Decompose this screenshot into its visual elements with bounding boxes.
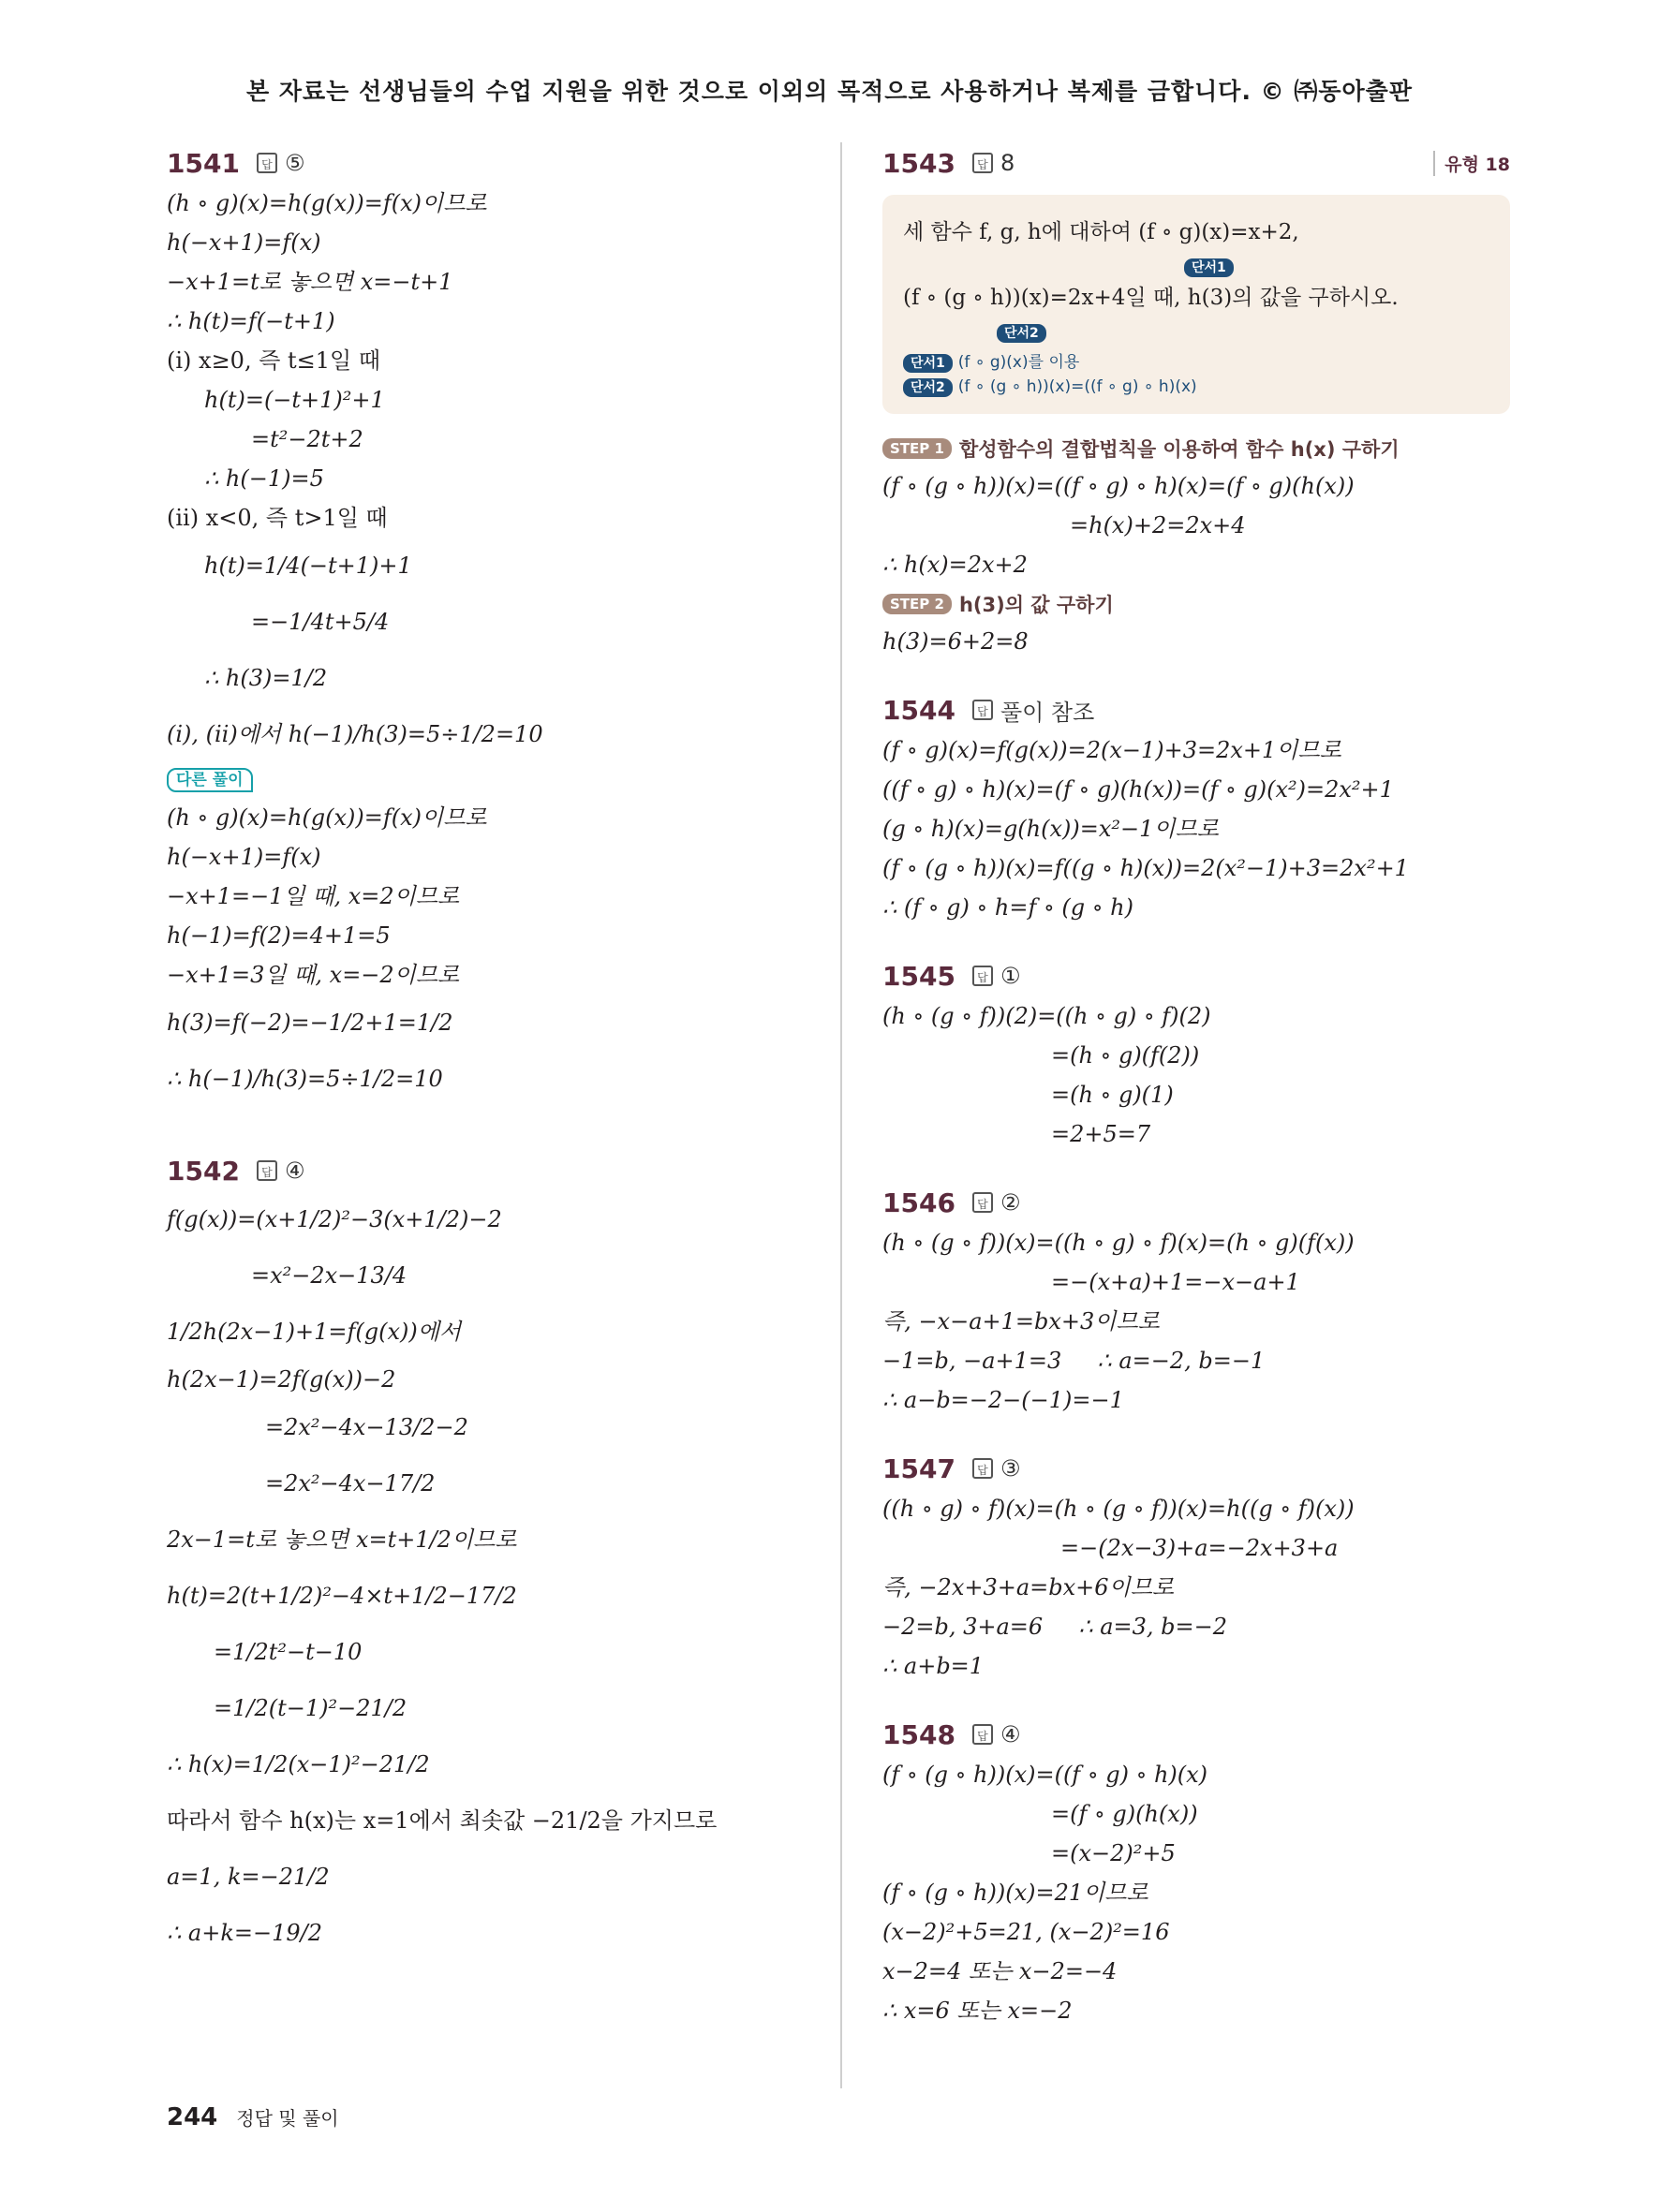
solution-line: (h ∘ g)(x)=h(g(x))=f(x)이므로 — [167, 804, 487, 831]
solution-line: 즉, −2x+3+a=bx+6이므로 — [882, 1574, 1175, 1600]
problem-number: 1547 — [882, 1453, 955, 1484]
clue-hint — [903, 375, 1489, 399]
solution-line: −x+1=t로 놓으면 x=−t+1 — [167, 269, 453, 295]
answer-icon: 답 — [972, 153, 993, 173]
solution-line: a=1, k=−21/2 — [167, 1864, 330, 1890]
solution-line: 즉, −x−a+1=bx+3이므로 — [882, 1308, 1160, 1335]
page-footer — [167, 2103, 339, 2131]
solution-line: ∴ a+b=1 — [882, 1653, 985, 1679]
page-number: 244 — [167, 2103, 218, 2131]
clue-hint — [903, 350, 1489, 375]
answer-value: ③ — [1000, 1455, 1021, 1482]
solution-line: =−(x+a)+1=−x−a+1 — [1051, 1269, 1300, 1295]
step-pill: STEP 1 — [882, 438, 952, 459]
solution-line: ∴ h(−1)=5 — [204, 465, 324, 492]
solution-line: ((f ∘ g) ∘ h)(x)=(f ∘ g)(h(x))=(f ∘ g)(x²)=2x²+1 — [882, 776, 1394, 803]
clue-hint-text: (f ∘ g)(x)를 이용 — [957, 353, 1080, 372]
solution-line: ∴ (f ∘ g) ∘ h=f ∘ (g ∘ h) — [882, 894, 1133, 921]
solution-line: (h ∘ (g ∘ f))(2)=((h ∘ g) ∘ f)(2) — [882, 1003, 1211, 1029]
solution-line: h(t)=(−t+1)²+1 — [204, 387, 385, 413]
answer-value: 풀이 참조 — [1000, 699, 1095, 726]
clue-pill: 단서1 — [903, 354, 953, 373]
step-pill: STEP 2 — [882, 594, 952, 614]
solution-line: =−(2x−3)+a=−2x+3+a — [1060, 1535, 1339, 1561]
solution-line: =2+5=7 — [1051, 1121, 1151, 1147]
solution-line: h(−x+1)=f(x) — [167, 229, 321, 256]
solution-line: =2x²−4x−17/2 — [265, 1470, 436, 1497]
question-box — [882, 195, 1510, 414]
solution-line: x−2=4 또는 x−2=−4 — [882, 1958, 1118, 1984]
solution-line: h(3)=6+2=8 — [882, 628, 1029, 655]
solution-line: ∴ h(x)=1/2(x−1)²−21/2 — [167, 1751, 430, 1777]
solution-line: =−1/4t+5/4 — [251, 609, 390, 635]
solution-line: h(t)=2(t+1/2)²−4×t+1/2−17/2 — [167, 1583, 517, 1609]
problem-number: 1544 — [882, 694, 955, 726]
solution-line: h(2x−1)=2f(g(x))−2 — [167, 1366, 396, 1393]
answer-icon: 답 — [257, 153, 277, 173]
problem-1542 — [167, 1150, 822, 1961]
problem-header — [882, 689, 1510, 730]
solution-line: =1/2(t−1)²−21/2 — [214, 1695, 407, 1721]
answer-icon: 답 — [972, 966, 993, 986]
solution-line: (f ∘ g)(x)=f(g(x))=2(x−1)+3=2x+1이므로 — [882, 737, 1341, 763]
step-2-heading — [882, 590, 1510, 618]
solution-line: −x+1=−1일 때, x=2이므로 — [167, 883, 460, 909]
column-divider — [840, 142, 842, 2088]
solution-line: ∴ h(t)=f(−t+1) — [167, 308, 335, 334]
problem-1547 — [882, 1448, 1510, 1686]
solution-line: 1/2h(2x−1)+1=f(g(x))에서 — [167, 1319, 462, 1345]
problem-header — [167, 142, 822, 184]
right-column — [882, 142, 1510, 2030]
problem-1543 — [882, 142, 1510, 661]
problem-header — [882, 142, 1510, 184]
solution-line: (f ∘ (g ∘ h))(x)=((f ∘ g) ∘ h)(x) — [882, 1762, 1208, 1788]
solution-line: f(g(x))=(x+1/2)²−3(x+1/2)−2 — [167, 1206, 502, 1232]
solution-line: 따라서 함수 h(x)는 x=1에서 최솟값 −21/2을 가지므로 — [167, 1807, 718, 1834]
solution-line: =(f ∘ g)(h(x)) — [1051, 1801, 1198, 1827]
clue-pill: 단서1 — [1184, 258, 1234, 277]
clue-pill: 단서2 — [903, 378, 953, 397]
solution-line: (g ∘ h)(x)=g(h(x))=x²−1이므로 — [882, 816, 1219, 842]
step-1-heading — [882, 435, 1510, 463]
question-line: (f ∘ (g ∘ h))(x)=2x+4일 때, h(3)의 값을 구하시오. — [903, 286, 1399, 310]
problem-header — [882, 1182, 1510, 1223]
problem-1545 — [882, 955, 1510, 1154]
problem-number: 1543 — [882, 147, 955, 179]
solution-line: =(h ∘ g)(f(2)) — [1051, 1042, 1200, 1069]
solution-line: ∴ h(−1)/h(3)=5÷1/2=10 — [167, 1066, 443, 1092]
answer-value: ② — [1000, 1189, 1021, 1216]
answer-icon: 답 — [972, 1192, 993, 1213]
solution-line: ∴ a+k=−19/2 — [167, 1920, 322, 1946]
solution-line: ((h ∘ g) ∘ f)(x)=(h ∘ (g ∘ f))(x)=h((g ∘ f)(x)) — [882, 1496, 1355, 1522]
case-heading: (ⅰ) x≥0, 즉 t≤1일 때 — [167, 347, 381, 374]
problem-header — [882, 1714, 1510, 1755]
problem-1546 — [882, 1182, 1510, 1420]
solution-line: h(t)=1/4(−t+1)+1 — [204, 553, 412, 579]
solution-line: (f ∘ (g ∘ h))(x)=f((g ∘ h)(x))=2(x²−1)+3=2x²+1 — [882, 855, 1409, 881]
solution-line: =x²−2x−13/4 — [251, 1262, 407, 1289]
problem-1541 — [167, 142, 822, 1107]
copyright-notice: 본 자료는 선생님들의 수업 지원을 위한 것으로 이외의 목적으로 사용하거나 복제를 금합니다. © ㈜동아출판 — [246, 78, 1413, 105]
solution-line: =t²−2t+2 — [251, 426, 363, 452]
case-heading: (ⅱ) x<0, 즉 t>1일 때 — [167, 505, 388, 531]
answer-icon: 답 — [972, 1724, 993, 1745]
problem-header — [167, 1150, 822, 1191]
answer-icon: 답 — [972, 1458, 993, 1479]
problem-number: 1545 — [882, 960, 955, 992]
problem-number: 1548 — [882, 1718, 955, 1750]
solution-line: ∴ x=6 또는 x=−2 — [882, 1998, 1073, 2024]
answer-icon: 답 — [257, 1160, 277, 1181]
problem-number: 1546 — [882, 1187, 955, 1218]
solution-line: ∴ a−b=−2−(−1)=−1 — [882, 1387, 1124, 1413]
footer-title: 정답 및 풀이 — [236, 2107, 339, 2130]
solution-line: ∴ h(3)=1/2 — [204, 665, 328, 691]
problem-1548 — [882, 1714, 1510, 2030]
solution-line: =1/2t²−t−10 — [214, 1639, 363, 1665]
solution-line: −1=b, −a+1=3 ∴ a=−2, b=−1 — [882, 1348, 1266, 1374]
solution-line: h(3)=f(−2)=−1/2+1=1/2 — [167, 1010, 453, 1036]
clue-pill: 단서2 — [997, 324, 1046, 343]
step-title: h(3)의 값 구하기 — [958, 594, 1114, 616]
solution-line: (ⅰ), (ⅱ)에서 h(−1)/h(3)=5÷1/2=10 — [167, 721, 543, 747]
solution-line: =(x−2)²+5 — [1051, 1840, 1176, 1866]
left-column — [167, 142, 822, 2004]
answer-value: ④ — [284, 1158, 305, 1184]
alt-solution-badge: 다른 풀이 — [167, 768, 253, 792]
solution-line: h(−1)=f(2)=4+1=5 — [167, 922, 391, 949]
step-title: 합성함수의 결합법칙을 이용하여 함수 h(x) 구하기 — [958, 438, 1400, 461]
problem-type-tag: 유형 18 — [1433, 151, 1510, 176]
problem-1544 — [882, 689, 1510, 927]
solution-line: h(−x+1)=f(x) — [167, 844, 321, 870]
problem-number: 1541 — [167, 147, 240, 179]
problem-header — [882, 955, 1510, 996]
solution-line: =(h ∘ g)(1) — [1051, 1082, 1174, 1108]
solution-line: −x+1=3일 때, x=−2이므로 — [167, 962, 460, 988]
solution-line: (f ∘ (g ∘ h))(x)=((f ∘ g) ∘ h)(x)=(f ∘ g)(h(x)) — [882, 473, 1355, 499]
answer-value: ④ — [1000, 1721, 1021, 1747]
solution-line: (h ∘ g)(x)=h(g(x))=f(x)이므로 — [167, 190, 487, 216]
answer-value: 8 — [1000, 150, 1015, 176]
answer-value: ⑤ — [284, 150, 305, 176]
solution-line: =2x²−4x−13/2−2 — [265, 1414, 468, 1440]
question-line: 세 함수 f, g, h에 대하여 (f ∘ g)(x)=x+2, — [903, 220, 1299, 244]
solution-line: 2x−1=t로 놓으면 x=t+1/2이므로 — [167, 1526, 517, 1553]
solution-line: (f ∘ (g ∘ h))(x)=21이므로 — [882, 1880, 1148, 1906]
solution-line: (x−2)²+5=21, (x−2)²=16 — [882, 1919, 1170, 1945]
answer-icon: 답 — [972, 700, 993, 720]
problem-number: 1542 — [167, 1155, 240, 1187]
problem-header — [882, 1448, 1510, 1489]
answer-value: ① — [1000, 963, 1021, 989]
solution-line: ∴ h(x)=2x+2 — [882, 552, 1028, 578]
clue-hint-text: (f ∘ (g ∘ h))(x)=((f ∘ g) ∘ h)(x) — [957, 377, 1197, 396]
solution-line: −2=b, 3+a=6 ∴ a=3, b=−2 — [882, 1614, 1228, 1640]
solution-line: =h(x)+2=2x+4 — [1070, 512, 1246, 538]
solution-line: (h ∘ (g ∘ f))(x)=((h ∘ g) ∘ f)(x)=(h ∘ g)(f(x)) — [882, 1230, 1355, 1256]
